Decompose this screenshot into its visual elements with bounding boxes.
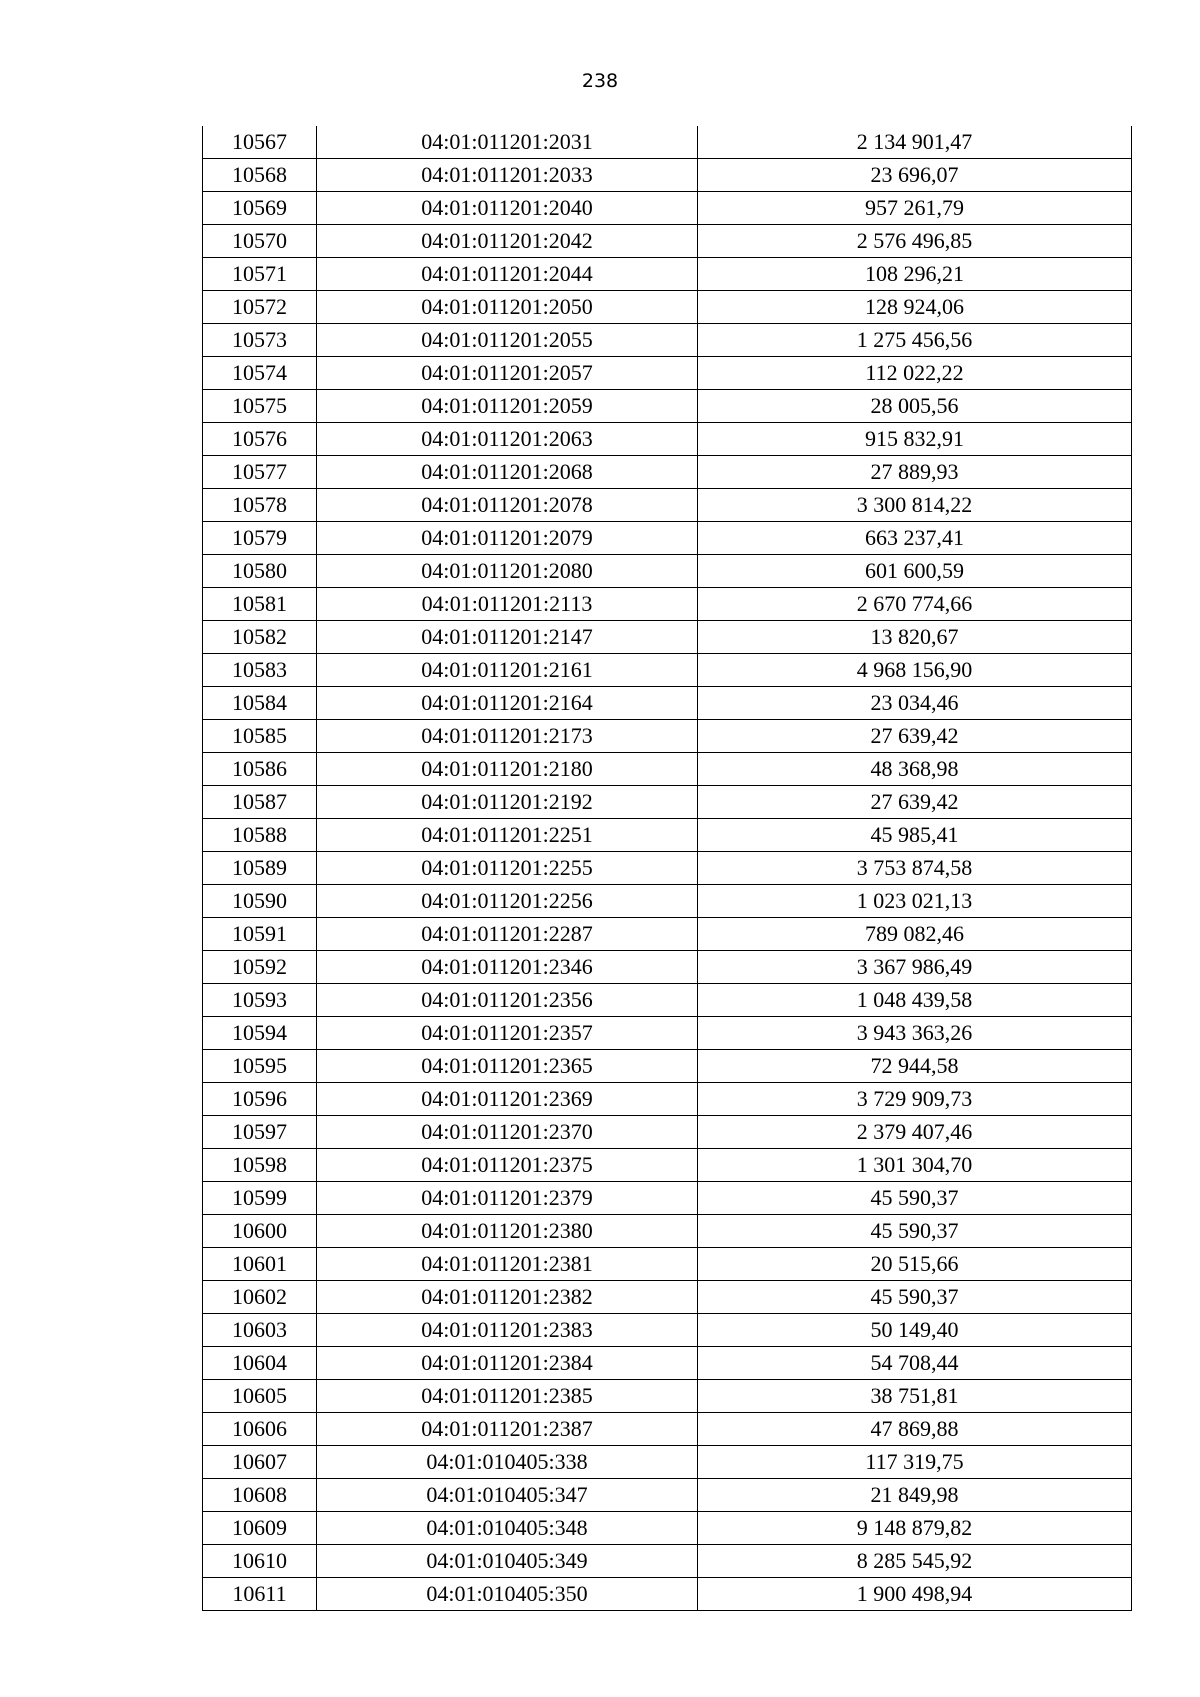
cadastral-number-cell: 04:01:011201:2380 bbox=[317, 1215, 698, 1248]
cadastral-number-cell: 04:01:011201:2050 bbox=[317, 291, 698, 324]
row-number-cell: 10573 bbox=[203, 324, 317, 357]
table-row bbox=[203, 1446, 1132, 1479]
cadastral-value-cell: 2 670 774,66 bbox=[698, 588, 1132, 621]
cadastral-value-cell: 108 296,21 bbox=[698, 258, 1132, 291]
cadastral-value-cell: 117 319,75 bbox=[698, 1446, 1132, 1479]
row-number-cell: 10591 bbox=[203, 918, 317, 951]
table-row bbox=[203, 1380, 1132, 1413]
row-number-cell: 10607 bbox=[203, 1446, 317, 1479]
table-row bbox=[203, 1347, 1132, 1380]
cadastral-value-cell: 47 869,88 bbox=[698, 1413, 1132, 1446]
table-row bbox=[203, 687, 1132, 720]
cadastral-value-cell: 915 832,91 bbox=[698, 423, 1132, 456]
row-number-cell: 10608 bbox=[203, 1479, 317, 1512]
cadastral-value-cell: 28 005,56 bbox=[698, 390, 1132, 423]
cadastral-value-cell: 128 924,06 bbox=[698, 291, 1132, 324]
cadastral-value-cell: 9 148 879,82 bbox=[698, 1512, 1132, 1545]
cadastral-number-cell: 04:01:011201:2383 bbox=[317, 1314, 698, 1347]
cadastral-number-cell: 04:01:011201:2384 bbox=[317, 1347, 698, 1380]
cadastral-number-cell: 04:01:011201:2379 bbox=[317, 1182, 698, 1215]
row-number-cell: 10574 bbox=[203, 357, 317, 390]
row-number-cell: 10602 bbox=[203, 1281, 317, 1314]
row-number-cell: 10595 bbox=[203, 1050, 317, 1083]
table-row bbox=[203, 819, 1132, 852]
cadastral-number-cell: 04:01:011201:2255 bbox=[317, 852, 698, 885]
row-number-cell: 10581 bbox=[203, 588, 317, 621]
row-number-cell: 10592 bbox=[203, 951, 317, 984]
cadastral-value-cell: 112 022,22 bbox=[698, 357, 1132, 390]
cadastral-number-cell: 04:01:011201:2382 bbox=[317, 1281, 698, 1314]
table-row bbox=[203, 1116, 1132, 1149]
cadastral-number-cell: 04:01:011201:2180 bbox=[317, 753, 698, 786]
cadastral-number-cell: 04:01:011201:2287 bbox=[317, 918, 698, 951]
row-number-cell: 10586 bbox=[203, 753, 317, 786]
cadastral-value-cell: 20 515,66 bbox=[698, 1248, 1132, 1281]
table-row bbox=[203, 1248, 1132, 1281]
cadastral-number-cell: 04:01:010405:349 bbox=[317, 1545, 698, 1578]
table-row bbox=[203, 1017, 1132, 1050]
table-row bbox=[203, 159, 1132, 192]
cadastral-number-cell: 04:01:011201:2251 bbox=[317, 819, 698, 852]
cadastral-number-cell: 04:01:011201:2042 bbox=[317, 225, 698, 258]
row-number-cell: 10605 bbox=[203, 1380, 317, 1413]
table-row bbox=[203, 522, 1132, 555]
cadastral-number-cell: 04:01:011201:2031 bbox=[317, 126, 698, 159]
table-row bbox=[203, 786, 1132, 819]
cadastral-number-cell: 04:01:011201:2068 bbox=[317, 456, 698, 489]
row-number-cell: 10599 bbox=[203, 1182, 317, 1215]
cadastral-number-cell: 04:01:011201:2080 bbox=[317, 555, 698, 588]
row-number-cell: 10601 bbox=[203, 1248, 317, 1281]
table-row bbox=[203, 654, 1132, 687]
cadastral-number-cell: 04:01:010405:350 bbox=[317, 1578, 698, 1611]
row-number-cell: 10569 bbox=[203, 192, 317, 225]
table-row bbox=[203, 1545, 1132, 1578]
table-row bbox=[203, 423, 1132, 456]
cadastral-value-cell: 45 590,37 bbox=[698, 1281, 1132, 1314]
cadastral-number-cell: 04:01:011201:2369 bbox=[317, 1083, 698, 1116]
table-row bbox=[203, 720, 1132, 753]
table-row bbox=[203, 1149, 1132, 1182]
cadastral-number-cell: 04:01:011201:2192 bbox=[317, 786, 698, 819]
row-number-cell: 10585 bbox=[203, 720, 317, 753]
row-number-cell: 10590 bbox=[203, 885, 317, 918]
row-number-cell: 10582 bbox=[203, 621, 317, 654]
cadastral-number-cell: 04:01:011201:2346 bbox=[317, 951, 698, 984]
cadastral-number-cell: 04:01:011201:2113 bbox=[317, 588, 698, 621]
table-row bbox=[203, 1479, 1132, 1512]
table-row bbox=[203, 1512, 1132, 1545]
table-row bbox=[203, 225, 1132, 258]
row-number-cell: 10594 bbox=[203, 1017, 317, 1050]
cadastral-number-cell: 04:01:011201:2370 bbox=[317, 1116, 698, 1149]
cadastral-value-cell: 789 082,46 bbox=[698, 918, 1132, 951]
row-number-cell: 10567 bbox=[203, 126, 317, 159]
cadastral-number-cell: 04:01:011201:2365 bbox=[317, 1050, 698, 1083]
cadastral-value-cell: 45 590,37 bbox=[698, 1215, 1132, 1248]
cadastral-value-cell: 27 639,42 bbox=[698, 786, 1132, 819]
row-number-cell: 10593 bbox=[203, 984, 317, 1017]
cadastral-value-cell: 45 590,37 bbox=[698, 1182, 1132, 1215]
cadastral-value-table bbox=[202, 126, 1132, 1611]
cadastral-number-cell: 04:01:011201:2059 bbox=[317, 390, 698, 423]
cadastral-value-cell: 23 696,07 bbox=[698, 159, 1132, 192]
row-number-cell: 10597 bbox=[203, 1116, 317, 1149]
cadastral-number-cell: 04:01:011201:2033 bbox=[317, 159, 698, 192]
table-row bbox=[203, 885, 1132, 918]
table-row bbox=[203, 324, 1132, 357]
cadastral-number-cell: 04:01:011201:2078 bbox=[317, 489, 698, 522]
table-row bbox=[203, 1215, 1132, 1248]
cadastral-number-cell: 04:01:011201:2387 bbox=[317, 1413, 698, 1446]
row-number-cell: 10611 bbox=[203, 1578, 317, 1611]
row-number-cell: 10587 bbox=[203, 786, 317, 819]
row-number-cell: 10610 bbox=[203, 1545, 317, 1578]
table-row bbox=[203, 1281, 1132, 1314]
cadastral-value-cell: 957 261,79 bbox=[698, 192, 1132, 225]
table-row bbox=[203, 951, 1132, 984]
cadastral-number-cell: 04:01:011201:2256 bbox=[317, 885, 698, 918]
row-number-cell: 10584 bbox=[203, 687, 317, 720]
cadastral-value-cell: 3 753 874,58 bbox=[698, 852, 1132, 885]
table-row bbox=[203, 852, 1132, 885]
cadastral-value-cell: 27 889,93 bbox=[698, 456, 1132, 489]
row-number-cell: 10604 bbox=[203, 1347, 317, 1380]
cadastral-value-cell: 3 943 363,26 bbox=[698, 1017, 1132, 1050]
row-number-cell: 10579 bbox=[203, 522, 317, 555]
page-number: 238 bbox=[581, 70, 619, 92]
cadastral-number-cell: 04:01:011201:2357 bbox=[317, 1017, 698, 1050]
cadastral-value-cell: 1 900 498,94 bbox=[698, 1578, 1132, 1611]
cadastral-number-cell: 04:01:011201:2381 bbox=[317, 1248, 698, 1281]
row-number-cell: 10583 bbox=[203, 654, 317, 687]
cadastral-value-cell: 23 034,46 bbox=[698, 687, 1132, 720]
table-row bbox=[203, 984, 1132, 1017]
row-number-cell: 10571 bbox=[203, 258, 317, 291]
row-number-cell: 10603 bbox=[203, 1314, 317, 1347]
cadastral-value-cell: 48 368,98 bbox=[698, 753, 1132, 786]
cadastral-number-cell: 04:01:011201:2044 bbox=[317, 258, 698, 291]
row-number-cell: 10589 bbox=[203, 852, 317, 885]
table-row bbox=[203, 126, 1132, 159]
row-number-cell: 10575 bbox=[203, 390, 317, 423]
table-row bbox=[203, 390, 1132, 423]
table-row bbox=[203, 357, 1132, 390]
cadastral-value-cell: 3 300 814,22 bbox=[698, 489, 1132, 522]
row-number-cell: 10568 bbox=[203, 159, 317, 192]
table-row bbox=[203, 918, 1132, 951]
cadastral-number-cell: 04:01:011201:2161 bbox=[317, 654, 698, 687]
row-number-cell: 10572 bbox=[203, 291, 317, 324]
table-body bbox=[203, 126, 1132, 1611]
cadastral-value-cell: 2 134 901,47 bbox=[698, 126, 1132, 159]
cadastral-value-cell: 1 048 439,58 bbox=[698, 984, 1132, 1017]
cadastral-number-cell: 04:01:011201:2375 bbox=[317, 1149, 698, 1182]
table-row bbox=[203, 555, 1132, 588]
cadastral-value-cell: 4 968 156,90 bbox=[698, 654, 1132, 687]
cadastral-value-cell: 1 275 456,56 bbox=[698, 324, 1132, 357]
table-row bbox=[203, 456, 1132, 489]
cadastral-value-cell: 1 023 021,13 bbox=[698, 885, 1132, 918]
row-number-cell: 10570 bbox=[203, 225, 317, 258]
cadastral-value-cell: 8 285 545,92 bbox=[698, 1545, 1132, 1578]
table-row bbox=[203, 1182, 1132, 1215]
cadastral-value-cell: 27 639,42 bbox=[698, 720, 1132, 753]
row-number-cell: 10576 bbox=[203, 423, 317, 456]
row-number-cell: 10600 bbox=[203, 1215, 317, 1248]
row-number-cell: 10580 bbox=[203, 555, 317, 588]
row-number-cell: 10606 bbox=[203, 1413, 317, 1446]
row-number-cell: 10577 bbox=[203, 456, 317, 489]
cadastral-value-cell: 54 708,44 bbox=[698, 1347, 1132, 1380]
table-row bbox=[203, 1578, 1132, 1611]
cadastral-number-cell: 04:01:011201:2063 bbox=[317, 423, 698, 456]
cadastral-number-cell: 04:01:011201:2055 bbox=[317, 324, 698, 357]
cadastral-value-cell: 45 985,41 bbox=[698, 819, 1132, 852]
cadastral-number-cell: 04:01:011201:2057 bbox=[317, 357, 698, 390]
cadastral-value-cell: 72 944,58 bbox=[698, 1050, 1132, 1083]
table-row bbox=[203, 1314, 1132, 1347]
cadastral-number-cell: 04:01:011201:2147 bbox=[317, 621, 698, 654]
table-row bbox=[203, 258, 1132, 291]
cadastral-number-cell: 04:01:011201:2040 bbox=[317, 192, 698, 225]
table-row bbox=[203, 588, 1132, 621]
cadastral-value-cell: 13 820,67 bbox=[698, 621, 1132, 654]
table-row bbox=[203, 489, 1132, 522]
cadastral-number-cell: 04:01:010405:338 bbox=[317, 1446, 698, 1479]
row-number-cell: 10596 bbox=[203, 1083, 317, 1116]
cadastral-value-cell: 2 576 496,85 bbox=[698, 225, 1132, 258]
cadastral-number-cell: 04:01:011201:2079 bbox=[317, 522, 698, 555]
table-row bbox=[203, 291, 1132, 324]
cadastral-value-cell: 3 367 986,49 bbox=[698, 951, 1132, 984]
cadastral-value-cell: 2 379 407,46 bbox=[698, 1116, 1132, 1149]
table-row bbox=[203, 1413, 1132, 1446]
cadastral-value-cell: 601 600,59 bbox=[698, 555, 1132, 588]
cadastral-value-cell: 663 237,41 bbox=[698, 522, 1132, 555]
cadastral-number-cell: 04:01:010405:347 bbox=[317, 1479, 698, 1512]
row-number-cell: 10588 bbox=[203, 819, 317, 852]
table-row bbox=[203, 1083, 1132, 1116]
cadastral-number-cell: 04:01:010405:348 bbox=[317, 1512, 698, 1545]
cadastral-value-cell: 3 729 909,73 bbox=[698, 1083, 1132, 1116]
cadastral-number-cell: 04:01:011201:2385 bbox=[317, 1380, 698, 1413]
cadastral-number-cell: 04:01:011201:2164 bbox=[317, 687, 698, 720]
row-number-cell: 10598 bbox=[203, 1149, 317, 1182]
table-row bbox=[203, 1050, 1132, 1083]
table-row bbox=[203, 753, 1132, 786]
cadastral-number-cell: 04:01:011201:2173 bbox=[317, 720, 698, 753]
cadastral-value-cell: 50 149,40 bbox=[698, 1314, 1132, 1347]
cadastral-value-cell: 21 849,98 bbox=[698, 1479, 1132, 1512]
table-row bbox=[203, 192, 1132, 225]
cadastral-value-cell: 38 751,81 bbox=[698, 1380, 1132, 1413]
cadastral-value-cell: 1 301 304,70 bbox=[698, 1149, 1132, 1182]
cadastral-number-cell: 04:01:011201:2356 bbox=[317, 984, 698, 1017]
row-number-cell: 10609 bbox=[203, 1512, 317, 1545]
row-number-cell: 10578 bbox=[203, 489, 317, 522]
table-row bbox=[203, 621, 1132, 654]
